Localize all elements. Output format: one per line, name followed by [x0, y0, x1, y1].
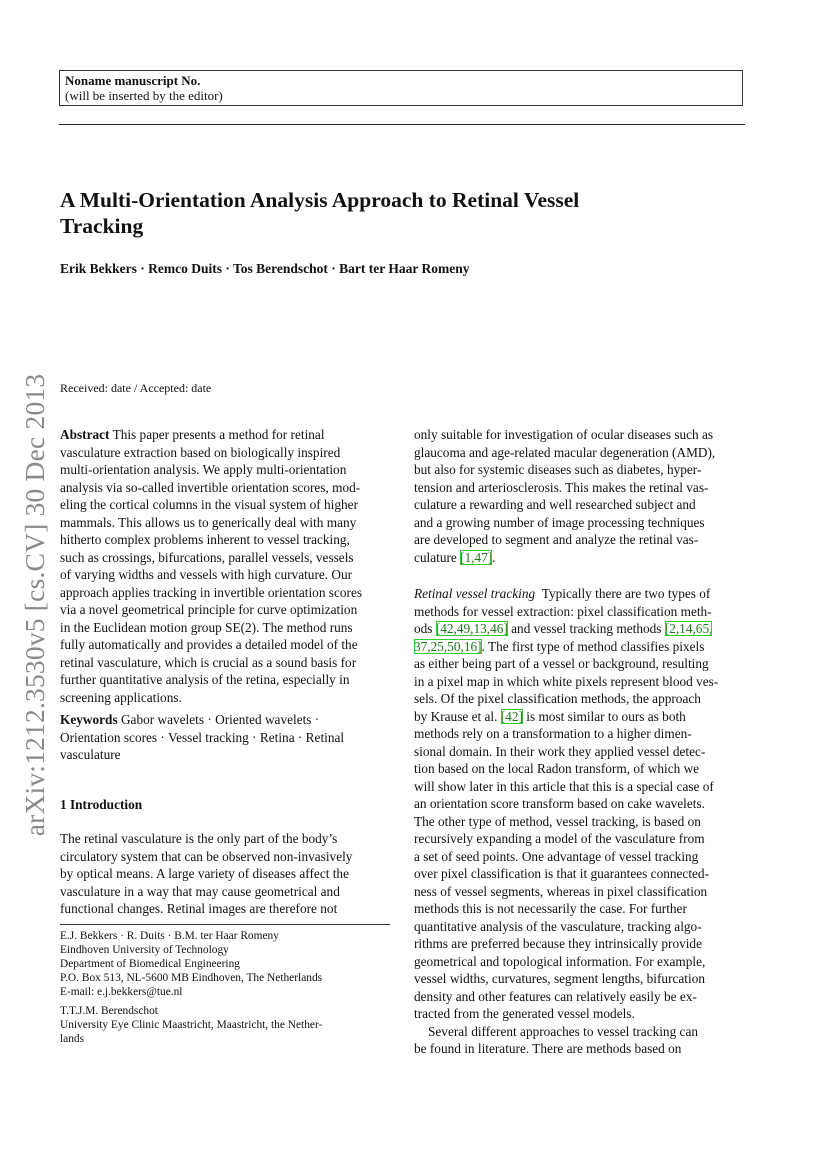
abstract-line: further quantitative analysis of the retina, especially in — [60, 672, 350, 687]
footnote-rule — [60, 924, 390, 925]
abstract-line: multi-orientation analysis. We apply multi-orientation — [60, 462, 347, 477]
body-line: quantitative analysis of the vasculature, tracking algo- — [414, 918, 702, 934]
intro-line: circulatory system that can be observed non-invasively — [60, 848, 353, 864]
body-line: an orientation score transform based on cake wavelets. — [414, 796, 705, 811]
body-line: tion based on the local Radon transform, of which we — [414, 761, 700, 776]
footnote-line: P.O. Box 513, NL-5600 MB Eindhoven, The Netherlands — [60, 972, 323, 984]
body-text: . The first type of method classifies pixels — [481, 638, 705, 654]
keywords-line: Gabor wavelets · Oriented wavelets · — [120, 712, 320, 727]
keywords-line: Orientation scores · Vessel tracking · Retina · Retinal — [60, 729, 345, 745]
title-line-2: Tracking — [60, 214, 144, 238]
abstract-line: via a novel geometrical principle for curve optimization — [60, 602, 358, 617]
intro-line: by optical means. A large variety of diseases affect the — [60, 866, 349, 881]
citation-link[interactable]: [2,14,65, — [664, 621, 713, 636]
citation-link[interactable]: [42] — [500, 708, 523, 724]
body-text: culature — [414, 549, 461, 565]
intro-line: vasculature in a way that may cause geometrical and — [60, 883, 340, 899]
body-text: and vessel tracking methods — [507, 621, 665, 636]
affiliation-footnote-1 — [60, 929, 390, 999]
body-line: The other type of method, vessel tracking, is based on — [414, 813, 701, 829]
abstract-line: approach applies tracking in invertible orientation scores — [60, 584, 363, 600]
footnote-line: E.J. Bekkers · R. Duits · B.M. ter Haar Romeny — [60, 930, 279, 942]
citation-link[interactable]: [1,47] — [460, 549, 493, 565]
body-line: only suitable for investigation of ocular diseases such as — [414, 427, 714, 442]
body-line: Several different approaches to vessel tracking can — [428, 1023, 699, 1039]
footnote-email: E-mail: e.j.bekkers@tue.nl — [60, 986, 183, 998]
paragraph-heading: Retinal vessel tracking — [414, 586, 536, 601]
abstract-line: screening applications. — [60, 689, 182, 705]
body-text: is most similar to ours as both — [522, 708, 686, 724]
abstract-line: of varying widths and vessels with high curvature. Our — [60, 567, 353, 582]
body-line: ness of vessel segments, whereas in pixel classification — [414, 883, 708, 899]
body-text: ods — [414, 621, 436, 636]
abstract-line: analysis via so-called invertible orientation scores, mod- — [60, 479, 361, 495]
body-line: and a growing number of image processing techniques — [414, 514, 705, 530]
body-line: tracted from the generated vessel models. — [414, 1006, 635, 1021]
footnote-line: Department of Biomedical Engineering — [60, 958, 240, 970]
footnote-line: T.T.J.M. Berendschot — [60, 1005, 158, 1017]
body-line: geometrical and topological information. For example, — [414, 953, 706, 969]
body-line: methods rely on a transformation to a higher dimen- — [414, 726, 692, 741]
keywords-label: Keywords — [60, 712, 118, 727]
abstract-line: eling the cortical columns in the visual system of higher — [60, 497, 359, 512]
author-list: Erik Bekkers · Remco Duits · Tos Berendschot · Bart ter Haar Romeny — [60, 261, 470, 276]
abstract-label: Abstract — [60, 427, 110, 442]
body-text: by Krause et al. — [414, 708, 501, 724]
body-line: be found in literature. There are methods based on — [414, 1041, 682, 1056]
intro-continued — [414, 426, 745, 566]
intro-line: The retinal vasculature is the only part of the body’s — [60, 831, 338, 846]
footnote-line: University Eye Clinic Maastricht, Maastricht, the Nether- — [60, 1019, 323, 1031]
arxiv-identifier: arXiv:1212.3530v5 [cs.CV] 30 Dec 2013 — [19, 373, 50, 837]
body-line: tension and arteriosclerosis. This makes the retinal vas- — [414, 479, 709, 495]
body-line: rithms are preferred because they intrinsically provide — [414, 936, 702, 951]
header-rule — [59, 124, 745, 125]
abstract-line: vasculature extraction based on biologically inspired — [60, 444, 341, 460]
body-line: vessel widths, curvatures, segment lengths, bifurcation — [414, 971, 705, 986]
manuscript-number-label: Noname manuscript No. — [65, 73, 201, 88]
body-line: sional domain. In their work they applied vessel detec- — [414, 743, 706, 759]
footnote-line: lands — [60, 1033, 85, 1045]
body-line: sels. Of the pixel classification methods, the approach — [414, 691, 701, 706]
body-line: methods for vessel extraction: pixel classification meth- — [414, 603, 712, 619]
manuscript-editor-note: (will be inserted by the editor) — [65, 88, 223, 103]
section-heading-introduction: 1 Introduction — [60, 797, 143, 812]
affiliation-footnote-2 — [60, 1004, 390, 1046]
manuscript-box — [59, 70, 743, 106]
body-line: culature a rewarding and well researched subject and — [414, 497, 696, 512]
body-line: a set of seed points. One advantage of vessel tracking — [414, 848, 699, 864]
introduction-text — [60, 830, 390, 918]
body-line: density and other features can relatively easily be ex- — [414, 988, 697, 1004]
paper-title — [60, 187, 740, 239]
body-text: Typically there are two types of — [541, 586, 711, 601]
body-line: glaucoma and age-related macular degeneration (AMD), — [414, 444, 716, 460]
body-line: over pixel classification is that it guarantees connected- — [414, 866, 710, 881]
body-line: methods this is not necessarily the case. For further — [414, 901, 687, 916]
citation-link[interactable]: 37,25,50,16] — [414, 638, 482, 654]
title-line-1: A Multi-Orientation Analysis Approach to Retinal Vessel — [60, 188, 580, 212]
abstract — [60, 426, 390, 706]
abstract-line: This paper presents a method for retinal — [112, 427, 325, 442]
footnote-line: Eindhoven University of Technology — [60, 944, 229, 956]
arxiv-side-stamp — [13, 370, 57, 840]
abstract-line: such as crossings, bifurcations, parallel vessels, vessels — [60, 549, 354, 565]
abstract-line: mammals. This allows us to generically deal with many — [60, 514, 357, 530]
body-line: in a pixel map in which white pixels represent blood ves- — [414, 673, 719, 689]
body-line: will show later in this article that this is a special case of — [414, 778, 714, 794]
body-line: but also for systemic diseases such as diabetes, hyper- — [414, 462, 702, 477]
abstract-line: hitherto complex problems inherent to vessel tracking, — [60, 532, 350, 547]
abstract-line: in the Euclidean motion group SE(2). The method runs — [60, 619, 353, 635]
body-line: as either being part of a vessel or background, resulting — [414, 656, 709, 671]
body-line: are developed to segment and analyze the retinal vas- — [414, 532, 699, 547]
body-line: recursively expanding a model of the vasculature from — [414, 831, 705, 846]
abstract-line: retinal vasculature, which is crucial as a sound basis for — [60, 654, 357, 670]
citation-link[interactable]: [42,49,13,46] — [435, 621, 508, 636]
abstract-line: fully automatically and provides a detailed model of the — [60, 637, 358, 652]
received-date: Received: date / Accepted: date — [60, 381, 212, 395]
body-text: . — [492, 549, 496, 565]
keywords — [60, 711, 390, 764]
keywords-line: vasculature — [60, 747, 121, 762]
retinal-vessel-tracking-paragraph — [414, 585, 745, 1058]
intro-line: functional changes. Retinal images are therefore not — [60, 901, 338, 916]
